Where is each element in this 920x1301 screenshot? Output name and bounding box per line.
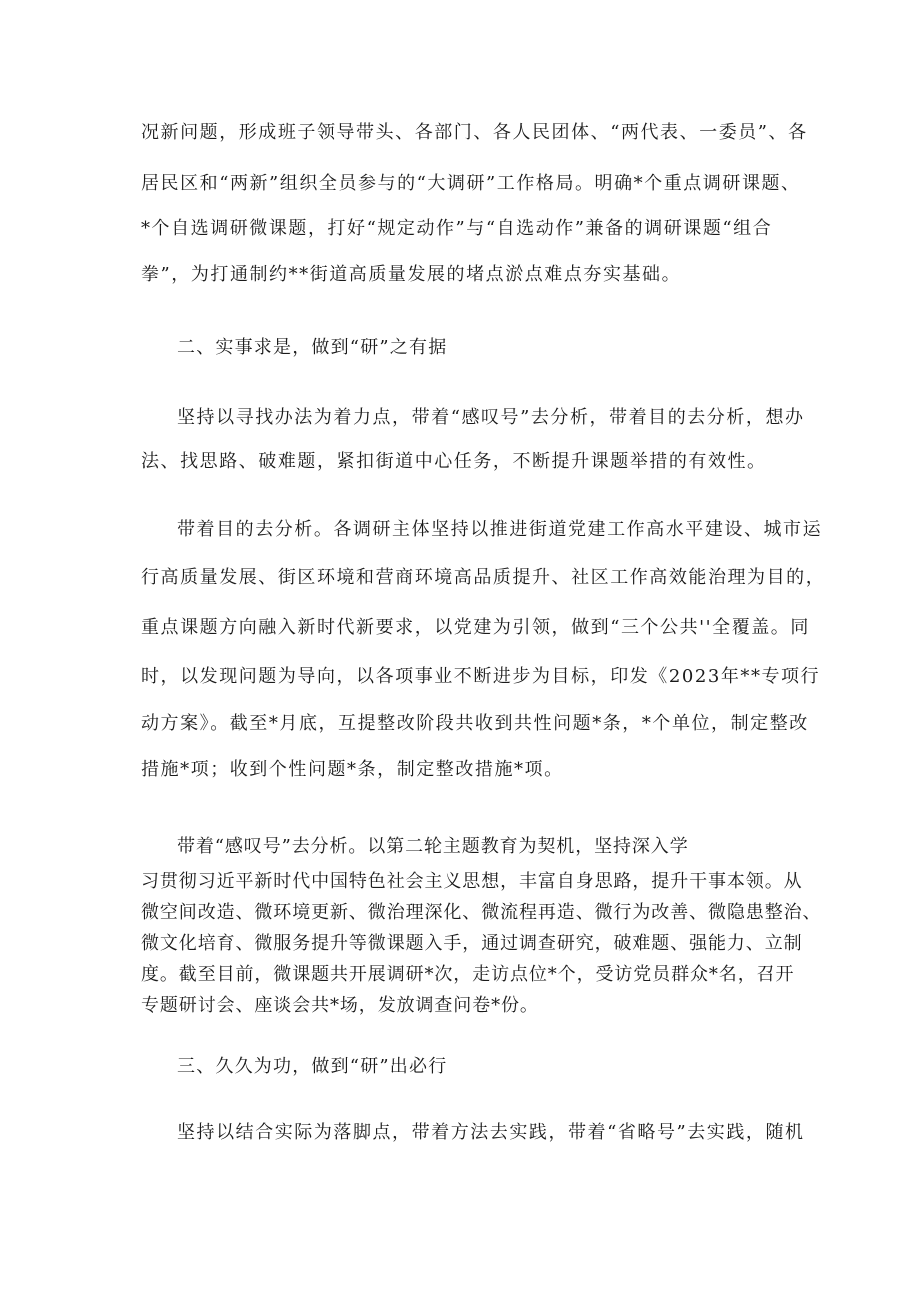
paragraph-line: 况新问题，形成班子领导带头、各部门、各人民团体、“两代表、一委员”、各 [141,122,808,143]
paragraph-line: 时，以发现问题为导向，以各项事业不断进步为目标，印发《2023年**专项行 [141,666,821,687]
section-heading: 三、久久为功，做到“研”出必行 [177,1056,448,1077]
paragraph-line: 习贯彻习近平新时代中国特色社会主义思想，丰富自身思路，提升干事本领。从 [141,871,803,892]
paragraph-line: 重点课题方向融入新时代新要求，以党建为引领，做到“三个公共''全覆盖。同 [141,617,810,638]
paragraph-line: 带着目的去分析。各调研主体坚持以推进街道党建工作高水平建设、城市运 [177,519,823,540]
paragraph-line: 坚持以结合实际为落脚点，带着方法去实践，带着“省略号”去实践，随机 [177,1122,805,1143]
paragraph-line: 专题研讨会、座谈会共*场，发放调查问卷*份。 [141,995,539,1016]
paragraph-line: 拳”，为打通制约**街道高质量发展的堵点淤点难点夯实基础。 [141,264,682,285]
paragraph-line: 度。截至目前，微课题共开展调研*次，走访点位*个，受访党员群众*名，召开 [141,964,795,985]
paragraph-line: 措施*项；收到个性问题*条，制定整改措施*项。 [141,759,564,780]
paragraph-line: 微空间改造、微环境更新、微治理深化、微流程再造、微行为改善、微隐患整治、 [141,902,822,923]
paragraph-line: *个自选调研微课题，打好“规定动作”与“自选动作”兼备的调研课题“组合 [141,218,773,239]
paragraph-line: 动方案》。截至*月底，互提整改阶段共收到共性问题*条，*个单位，制定整改 [141,713,809,734]
paragraph-line: 微文化培育、微服务提升等微课题入手，通过调查研究，破难题、强能力、立制 [141,933,803,954]
paragraph-line: 法、找思路、破难题，紧扣街道中心任务，不断提升课题举措的有效性。 [141,451,767,472]
paragraph-line: 带着“感叹号”去分析。以第二轮主题教育为契机，坚持深入学 [177,836,689,857]
paragraph-line: 坚持以寻找办法为着力点，带着“感叹号”去分析，带着目的去分析，想办 [177,407,805,428]
paragraph-line: 居民区和“两新”组织全员参与的“大调研”工作格局。明确*个重点调研课题、 [141,173,801,194]
section-heading: 二、实事求是，做到“研”之有据 [177,337,448,358]
paragraph-line: 行高质量发展、街区环境和营商环境高品质提升、社区工作高效能治理为目的， [141,567,826,588]
